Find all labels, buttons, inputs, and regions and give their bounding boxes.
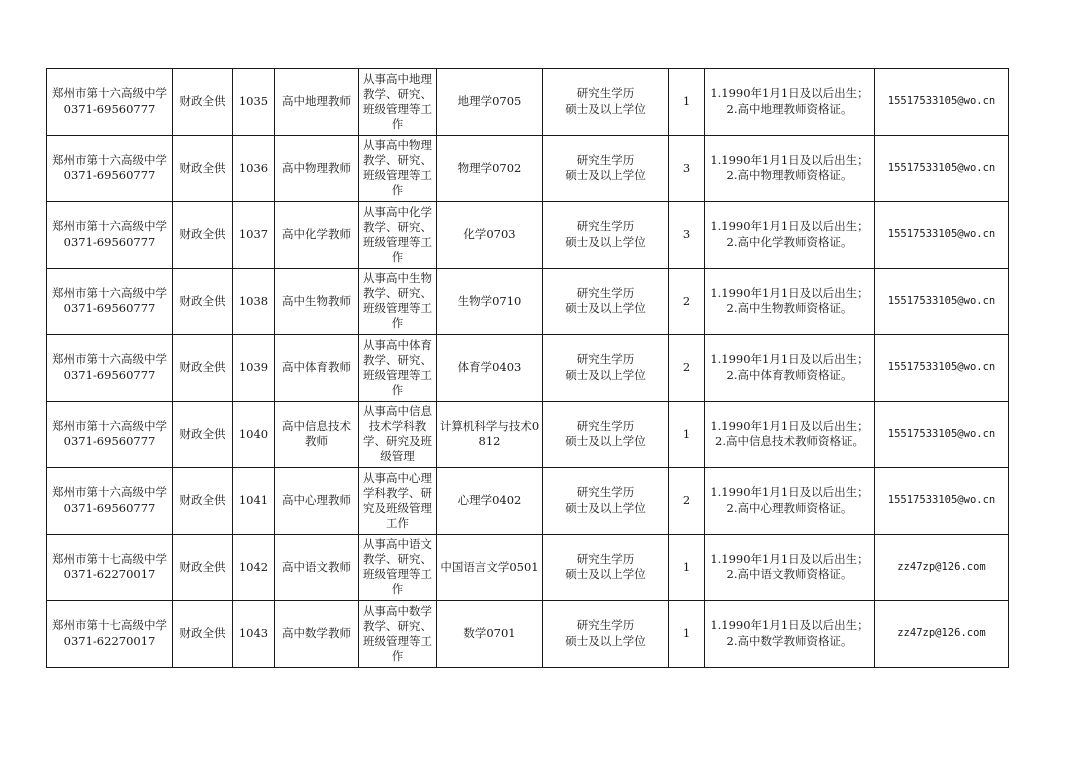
funding-cell: 财政全供 (173, 69, 233, 136)
position-cell: 高中体育教师 (275, 335, 359, 402)
funding-cell: 财政全供 (173, 335, 233, 402)
duty-cell: 从事高中信息技术学科教学、研究及班级管理 (359, 401, 437, 468)
major-cell: 化学0703 (437, 202, 543, 269)
count-cell: 1 (669, 601, 705, 668)
education-cell: 研究生学历 硕士及以上学位 (543, 335, 669, 402)
duty-cell: 从事高中化学教学、研究、班级管理等工作 (359, 202, 437, 269)
code-cell: 1035 (233, 69, 275, 136)
table-row (47, 534, 1009, 601)
email-cell: 15517533105@wo.cn (875, 202, 1009, 269)
requirement-cell: 1.1990年1月1日及以后出生； 2.高中化学教师资格证。 (705, 202, 875, 269)
major-cell: 中国语言文学0501 (437, 534, 543, 601)
duty-cell: 从事高中语文教学、研究、班级管理等工作 (359, 534, 437, 601)
major-cell: 物理学0702 (437, 135, 543, 202)
code-cell: 1042 (233, 534, 275, 601)
table-row (47, 401, 1009, 468)
requirement-cell: 1.1990年1月1日及以后出生； 2.高中体育教师资格证。 (705, 335, 875, 402)
education-cell: 研究生学历 硕士及以上学位 (543, 202, 669, 269)
position-cell: 高中数学教师 (275, 601, 359, 668)
count-cell: 2 (669, 335, 705, 402)
recruitment-table (46, 68, 1009, 668)
code-cell: 1043 (233, 601, 275, 668)
email-cell: 15517533105@wo.cn (875, 268, 1009, 335)
code-cell: 1040 (233, 401, 275, 468)
unit-cell: 郑州市第十七高级中学 0371-62270017 (47, 534, 173, 601)
requirement-cell: 1.1990年1月1日及以后出生； 2.高中生物教师资格证。 (705, 268, 875, 335)
education-cell: 研究生学历 硕士及以上学位 (543, 135, 669, 202)
requirement-cell: 1.1990年1月1日及以后出生； 2.高中心理教师资格证。 (705, 468, 875, 535)
major-cell: 地理学0705 (437, 69, 543, 136)
unit-cell: 郑州市第十六高级中学 0371-69560777 (47, 401, 173, 468)
table-body (47, 69, 1009, 668)
requirement-cell: 1.1990年1月1日及以后出生； 2.高中数学教师资格证。 (705, 601, 875, 668)
unit-cell: 郑州市第十六高级中学 0371-69560777 (47, 335, 173, 402)
code-cell: 1036 (233, 135, 275, 202)
requirement-cell: 1.1990年1月1日及以后出生； 2.高中语文教师资格证。 (705, 534, 875, 601)
email-cell: 15517533105@wo.cn (875, 468, 1009, 535)
funding-cell: 财政全供 (173, 468, 233, 535)
code-cell: 1039 (233, 335, 275, 402)
education-cell: 研究生学历 硕士及以上学位 (543, 468, 669, 535)
unit-cell: 郑州市第十六高级中学 0371-69560777 (47, 468, 173, 535)
position-cell: 高中物理教师 (275, 135, 359, 202)
funding-cell: 财政全供 (173, 202, 233, 269)
duty-cell: 从事高中地理教学、研究、班级管理等工作 (359, 69, 437, 136)
count-cell: 2 (669, 268, 705, 335)
major-cell: 计算机科学与技术0812 (437, 401, 543, 468)
duty-cell: 从事高中心理学科教学、研究及班级管理工作 (359, 468, 437, 535)
funding-cell: 财政全供 (173, 534, 233, 601)
funding-cell: 财政全供 (173, 601, 233, 668)
email-cell: zz47zp@126.com (875, 534, 1009, 601)
unit-cell: 郑州市第十七高级中学 0371-62270017 (47, 601, 173, 668)
position-cell: 高中心理教师 (275, 468, 359, 535)
duty-cell: 从事高中数学教学、研究、班级管理等工作 (359, 601, 437, 668)
education-cell: 研究生学历 硕士及以上学位 (543, 534, 669, 601)
unit-cell: 郑州市第十六高级中学 0371-69560777 (47, 135, 173, 202)
unit-cell: 郑州市第十六高级中学 0371-69560777 (47, 268, 173, 335)
email-cell: 15517533105@wo.cn (875, 69, 1009, 136)
code-cell: 1038 (233, 268, 275, 335)
table-row (47, 268, 1009, 335)
education-cell: 研究生学历 硕士及以上学位 (543, 268, 669, 335)
email-cell: 15517533105@wo.cn (875, 135, 1009, 202)
unit-cell: 郑州市第十六高级中学 0371-69560777 (47, 69, 173, 136)
education-cell: 研究生学历 硕士及以上学位 (543, 69, 669, 136)
table-row (47, 335, 1009, 402)
duty-cell: 从事高中物理教学、研究、班级管理等工作 (359, 135, 437, 202)
table-row (47, 69, 1009, 136)
count-cell: 3 (669, 202, 705, 269)
email-cell: 15517533105@wo.cn (875, 335, 1009, 402)
duty-cell: 从事高中体育教学、研究、班级管理等工作 (359, 335, 437, 402)
count-cell: 2 (669, 468, 705, 535)
duty-cell: 从事高中生物教学、研究、班级管理等工作 (359, 268, 437, 335)
position-cell: 高中语文教师 (275, 534, 359, 601)
education-cell: 研究生学历 硕士及以上学位 (543, 401, 669, 468)
requirement-cell: 1.1990年1月1日及以后出生； 2.高中物理教师资格证。 (705, 135, 875, 202)
count-cell: 1 (669, 69, 705, 136)
major-cell: 心理学0402 (437, 468, 543, 535)
count-cell: 3 (669, 135, 705, 202)
major-cell: 数学0701 (437, 601, 543, 668)
requirement-cell: 1.1990年1月1日及以后出生； 2.高中信息技术教师资格证。 (705, 401, 875, 468)
position-cell: 高中地理教师 (275, 69, 359, 136)
count-cell: 1 (669, 401, 705, 468)
unit-cell: 郑州市第十六高级中学 0371-69560777 (47, 202, 173, 269)
table-row (47, 601, 1009, 668)
table-row (47, 468, 1009, 535)
major-cell: 体育学0403 (437, 335, 543, 402)
table-row (47, 135, 1009, 202)
position-cell: 高中生物教师 (275, 268, 359, 335)
email-cell: 15517533105@wo.cn (875, 401, 1009, 468)
code-cell: 1037 (233, 202, 275, 269)
position-cell: 高中信息技术教师 (275, 401, 359, 468)
requirement-cell: 1.1990年1月1日及以后出生； 2.高中地理教师资格证。 (705, 69, 875, 136)
funding-cell: 财政全供 (173, 135, 233, 202)
table-row (47, 202, 1009, 269)
code-cell: 1041 (233, 468, 275, 535)
funding-cell: 财政全供 (173, 401, 233, 468)
funding-cell: 财政全供 (173, 268, 233, 335)
position-cell: 高中化学教师 (275, 202, 359, 269)
education-cell: 研究生学历 硕士及以上学位 (543, 601, 669, 668)
major-cell: 生物学0710 (437, 268, 543, 335)
count-cell: 1 (669, 534, 705, 601)
email-cell: zz47zp@126.com (875, 601, 1009, 668)
